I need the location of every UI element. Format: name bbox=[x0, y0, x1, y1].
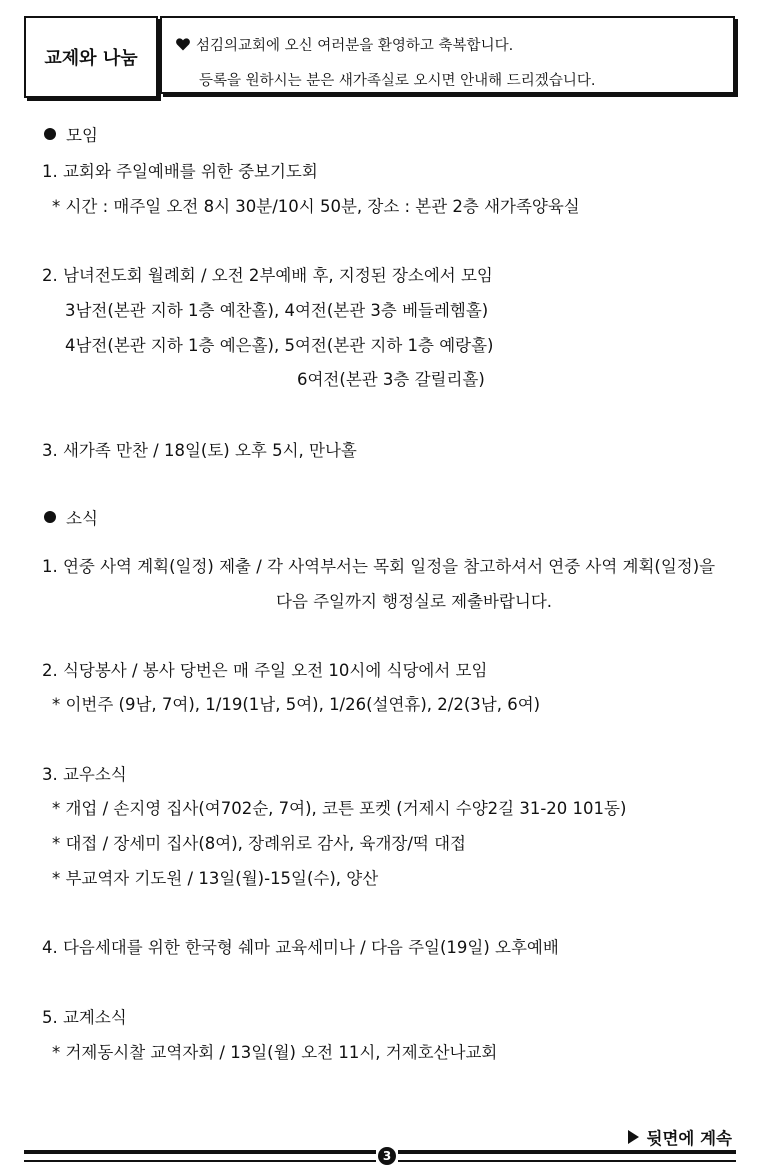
bullet-icon bbox=[44, 128, 56, 140]
bullet-icon bbox=[44, 511, 56, 523]
news-heading: 소식 bbox=[66, 509, 98, 528]
meeting-item-2-detail-1: 3남전(본관 지하 1층 예찬홀), 4여전(본관 3층 베들레헴홀) bbox=[65, 301, 489, 320]
welcome-box bbox=[160, 16, 735, 94]
news-item-2: 2. 식당봉사 / 봉사 당번은 매 주일 오전 10시에 식당에서 모임 bbox=[42, 661, 488, 680]
meeting-heading: 모임 bbox=[66, 126, 98, 145]
continue-label: 뒷면에 계속 bbox=[646, 1129, 732, 1148]
continue-on-back bbox=[628, 1125, 732, 1149]
news-item-5-detail: * 거제동시찰 교역자회 / 13일(월) 오전 11시, 거제호산나교회 bbox=[52, 1043, 498, 1062]
meeting-item-3: 3. 새가족 만찬 / 18일(토) 오후 5시, 만나홀 bbox=[42, 441, 357, 460]
footer-rule-right bbox=[398, 1150, 736, 1162]
welcome-line-1: 섬김의교회에 오신 여러분을 환영하고 축복합니다. bbox=[196, 38, 514, 54]
footer-rule-left bbox=[24, 1150, 376, 1162]
meeting-heading-row bbox=[44, 128, 98, 145]
news-item-3-detail-1: * 개업 / 손지영 집사(여702순, 7여), 코튼 포켓 (거제시 수양2길 31-20 101동) bbox=[52, 799, 627, 818]
heart-icon bbox=[176, 38, 190, 51]
section-title-box bbox=[24, 16, 158, 98]
meeting-item-1-detail: * 시간 : 매주일 오전 8시 30분/10시 50분, 장소 : 본관 2층 새가족양육실 bbox=[52, 197, 580, 216]
news-item-1: 1. 연중 사역 계획(일정) 제출 / 각 사역부서는 목회 일정을 참고하셔서 연중 사역 계획(일정)을 bbox=[42, 557, 716, 576]
meeting-item-2-detail-2: 4남전(본관 지하 1층 예은홀), 5여전(본관 지하 1층 예랑홀) bbox=[65, 336, 494, 355]
meeting-item-2: 2. 남녀전도회 월례회 / 오전 2부예배 후, 지정된 장소에서 모임 bbox=[42, 266, 493, 285]
welcome-line-2: 등록을 원하시는 분은 새가족실로 오시면 안내해 드리겠습니다. bbox=[199, 73, 596, 89]
news-item-5: 5. 교계소식 bbox=[42, 1008, 127, 1027]
news-item-3-detail-2: * 대접 / 장세미 집사(8여), 장례위로 감사, 육개장/떡 대접 bbox=[52, 834, 466, 853]
meeting-item-1: 1. 교회와 주일예배를 위한 중보기도회 bbox=[42, 162, 318, 181]
news-item-3: 3. 교우소식 bbox=[42, 765, 127, 784]
news-item-2-detail: * 이번주 (9남, 7여), 1/19(1남, 5여), 1/26(설연휴), 2/2(3남, 6여) bbox=[52, 695, 541, 714]
news-heading-row bbox=[44, 511, 98, 528]
news-item-3-detail-3: * 부교역자 기도원 / 13일(월)-15일(수), 양산 bbox=[52, 869, 379, 888]
page-number-badge: 3 bbox=[378, 1147, 396, 1165]
meeting-item-2-detail-3: 6여전(본관 3층 갈릴리홀) bbox=[297, 370, 485, 389]
welcome-line-1-row bbox=[176, 34, 513, 55]
play-arrow-icon bbox=[628, 1130, 639, 1144]
news-item-1-continued: 다음 주일까지 행정실로 제출바랍니다. bbox=[276, 592, 553, 611]
section-title: 교제와 나눔 bbox=[44, 48, 138, 69]
news-item-4: 4. 다음세대를 위한 한국형 쉐마 교육세미나 / 다음 주일(19일) 오후예배 bbox=[42, 938, 559, 957]
